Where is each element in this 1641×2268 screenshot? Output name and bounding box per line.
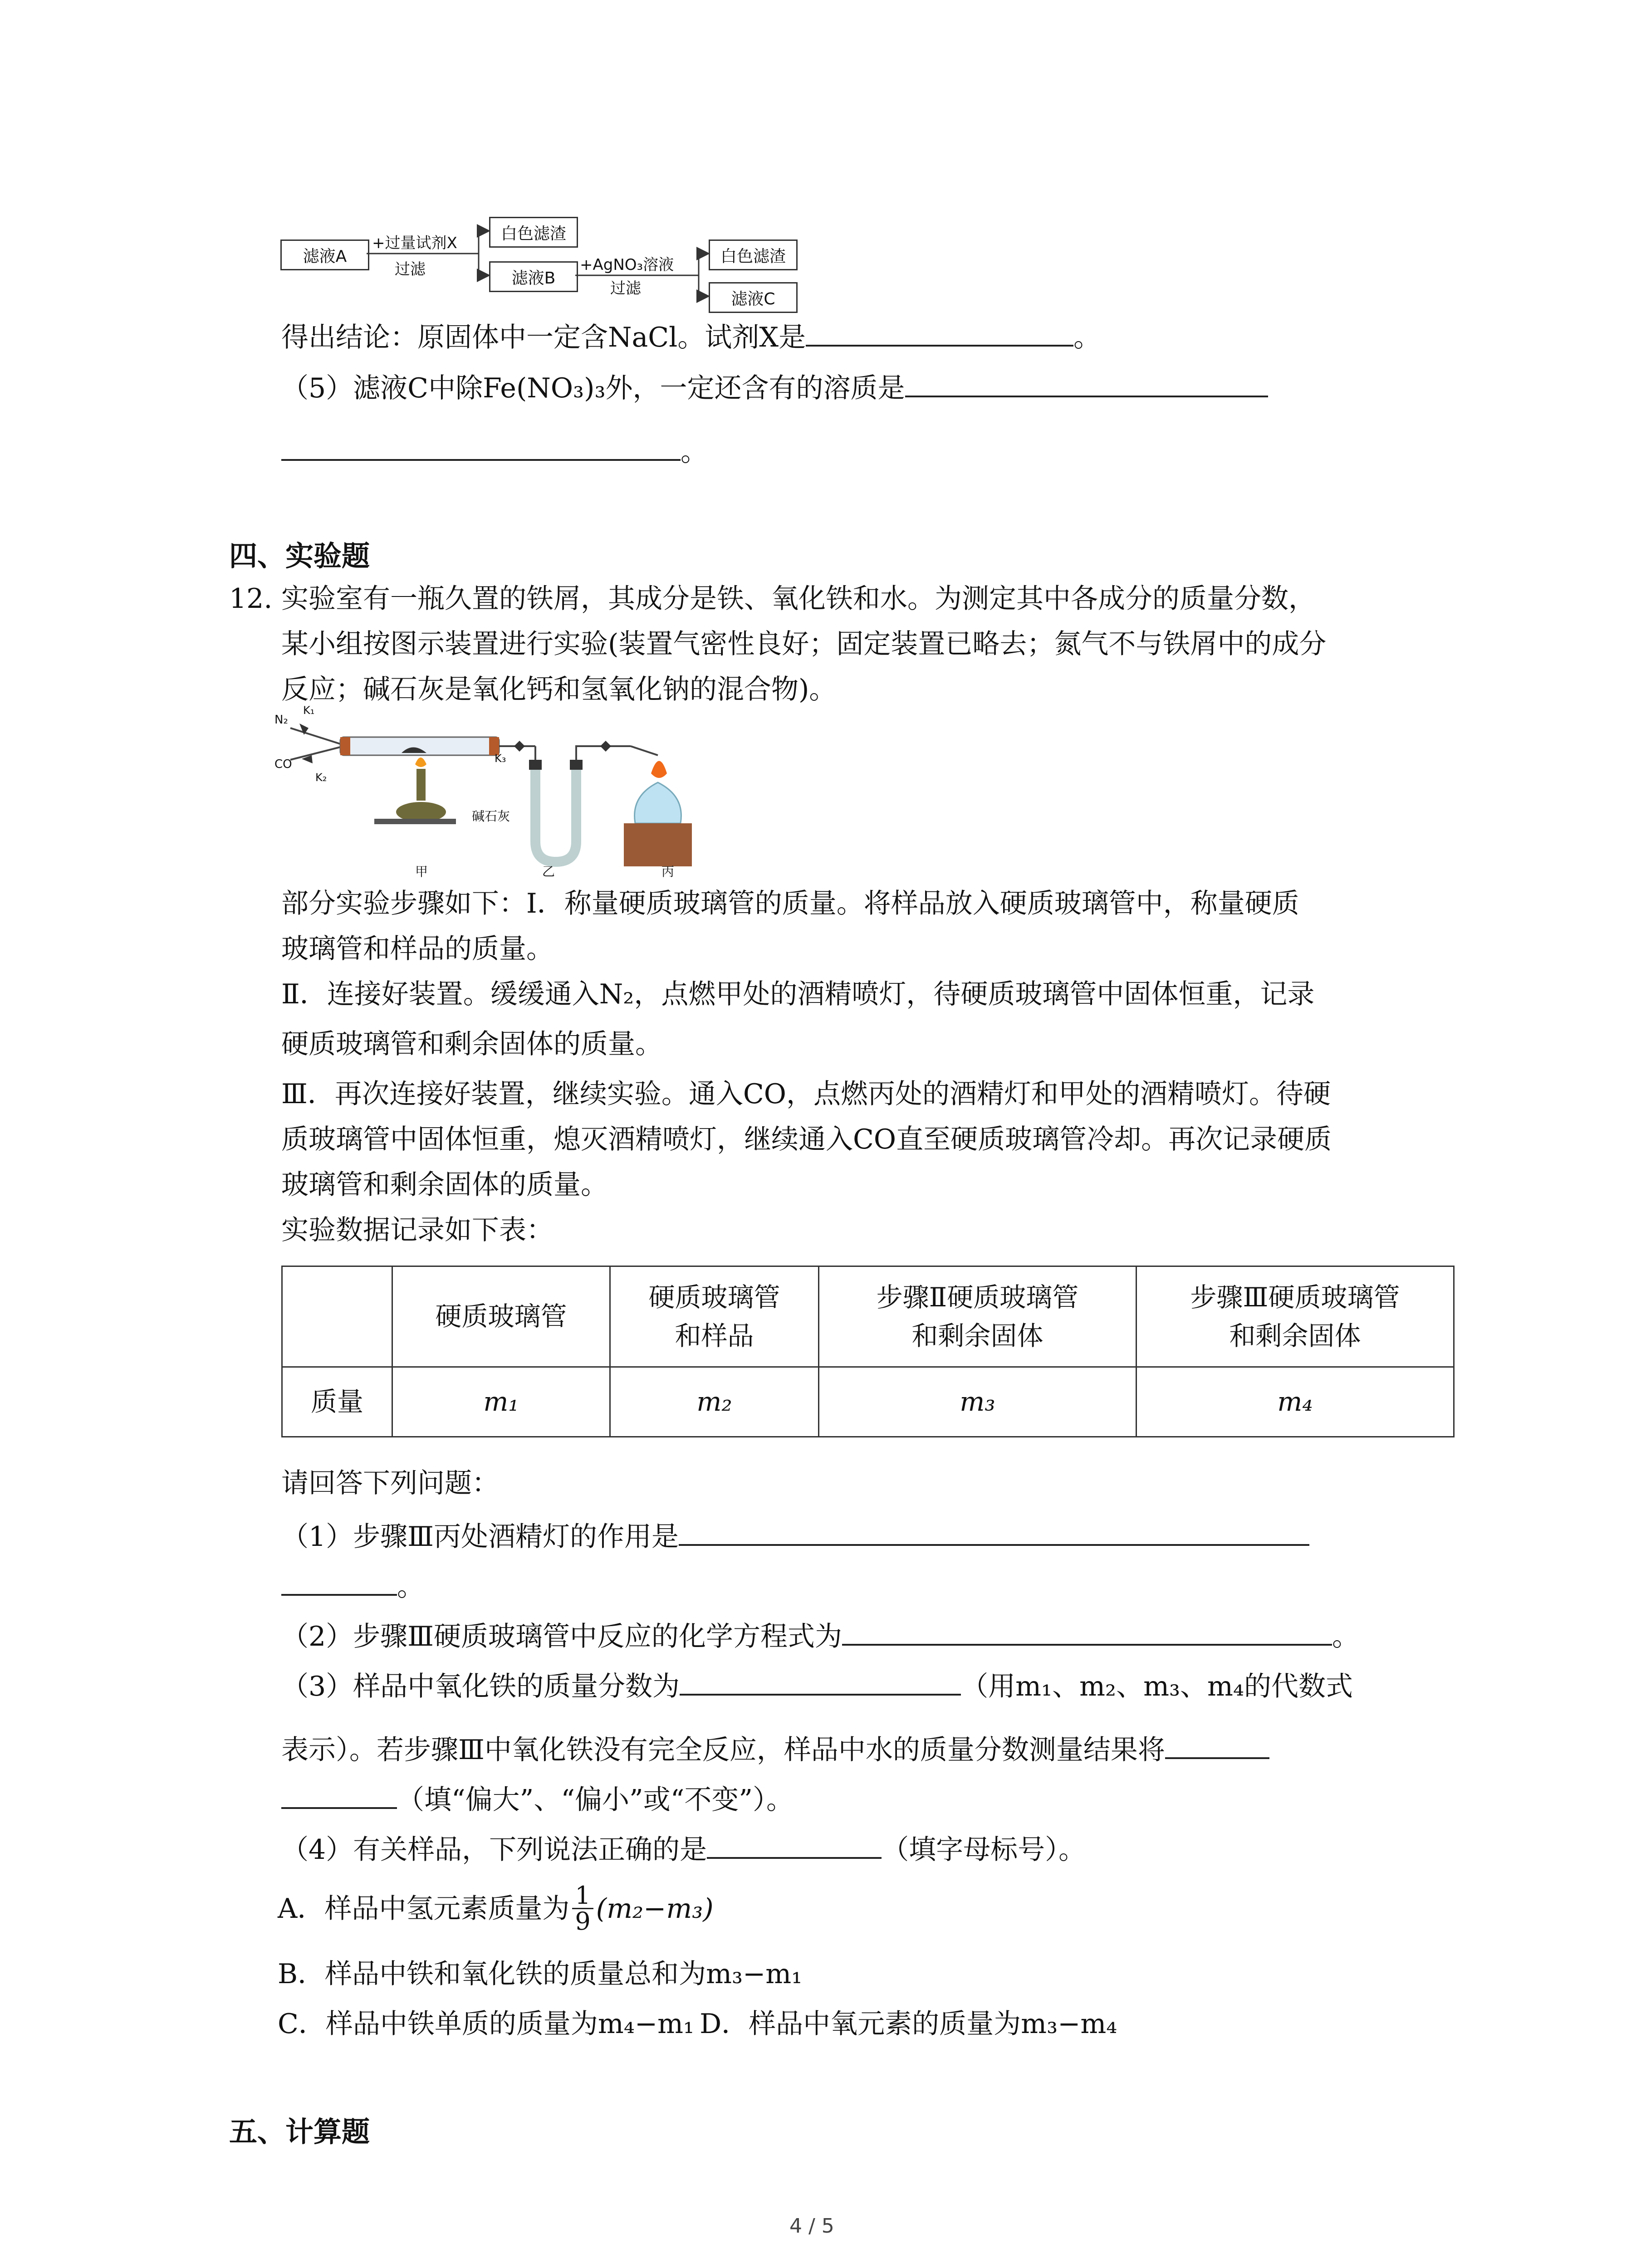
flow-step1-reagent: +过量试剂X <box>372 234 457 252</box>
valve-k3-icon <box>514 741 525 752</box>
table-header-cell <box>1136 1266 1454 1367</box>
table-header-cell <box>282 1266 392 1367</box>
flow-filtrate-b-label: 滤液B <box>511 269 556 288</box>
q5-line-2 <box>281 435 708 468</box>
section-4-title: 四、实验题 <box>229 539 370 572</box>
q1-end: 。 <box>397 1571 424 1603</box>
table-cell: m₁ <box>392 1367 610 1437</box>
table-cell: m₄ <box>1136 1367 1454 1437</box>
table-cell: m₃ <box>819 1367 1136 1437</box>
answer-blank-q5-a[interactable] <box>905 372 1268 397</box>
u-tube <box>535 769 576 862</box>
fraction-numerator: 1 <box>572 1883 593 1909</box>
data-table <box>281 1266 1455 1437</box>
label-soda-lime: 碱石灰 <box>472 809 510 824</box>
table-header-cell <box>392 1266 610 1367</box>
header-line: 步骤Ⅲ硬质玻璃管 <box>1190 1282 1400 1313</box>
valve-k1-icon <box>290 723 340 744</box>
q3-text-c: 表示）。若步骤Ⅲ中氧化铁没有完全反应，样品中水的质量分数测量结果将 <box>281 1734 1165 1766</box>
conclusion-line <box>281 321 1101 351</box>
pipe-2 <box>535 746 631 760</box>
alcohol-lamp-icon <box>624 746 692 866</box>
apparatus-drawing <box>272 705 726 896</box>
step-1-line-a: 部分实验步骤如下：Ⅰ．称量硬质玻璃管的质量。将样品放入硬质玻璃管中，称量硬质 <box>281 888 1299 919</box>
questions-intro: 请回答下列问题： <box>281 1467 499 1499</box>
q2-end: 。 <box>1332 1621 1360 1652</box>
q3-line <box>281 1670 1353 1700</box>
option-a-expression: (m₂−m₃) <box>596 1892 714 1925</box>
answer-blank-q3-c[interactable] <box>281 1784 397 1809</box>
option-d: D．样品中氧元素的质量为m₃−m₄ <box>700 2008 1117 2040</box>
table-header-cell <box>819 1266 1136 1367</box>
q3-text-d: （填“偏大”、“偏小”或“不变”）。 <box>397 1784 794 1816</box>
q1-line <box>281 1520 1309 1553</box>
q3-line-2 <box>281 1734 1269 1764</box>
answer-blank-q3-b[interactable] <box>1165 1734 1269 1759</box>
conclusion-end: 。 <box>1073 322 1101 353</box>
answer-blank-q5-b[interactable] <box>281 435 681 461</box>
flow-step2-action: 过滤 <box>610 279 641 298</box>
q3-text-b: （用m₁、m₂、m₃、m₄的代数式 <box>961 1671 1353 1702</box>
label-yi: 乙 <box>542 864 555 879</box>
q5-end: 。 <box>681 436 708 468</box>
blast-lamp-icon <box>374 758 456 824</box>
option-a <box>278 1883 714 1934</box>
step-3-line-a: Ⅲ．再次连接好装置，继续实验。通入CO，点燃丙处的酒精灯和甲处的酒精喷灯。待硬 <box>281 1078 1331 1110</box>
answer-blank-q1-b[interactable] <box>281 1570 397 1596</box>
q5-text: （5）滤液C中除Fe(NO₃)₃外，一定还含有的溶质是 <box>281 372 905 404</box>
q4-end: （填字母标号）。 <box>882 1834 1086 1866</box>
option-c-d-line <box>278 2010 1117 2038</box>
flow-step1-action: 过滤 <box>395 260 426 279</box>
q4-line <box>281 1833 1086 1866</box>
flow-white-residue-1-label: 白色滤渣 <box>500 224 566 243</box>
step-2-line-b: 硬质玻璃管和剩余固体的质量。 <box>281 1028 662 1060</box>
q1-text: （1）步骤Ⅲ丙处酒精灯的作用是 <box>281 1521 679 1553</box>
conclusion-text: 得出结论：原固体中一定含NaCl。试剂X是 <box>281 322 806 353</box>
header-line: 和剩余固体 <box>911 1320 1043 1351</box>
section-5-title: 五、计算题 <box>229 2115 370 2148</box>
flow-filtrate-a-label: 滤液A <box>303 247 347 266</box>
step-3-line-b: 质玻璃管中固体恒重，熄灭酒精喷灯，继续通入CO直至硬质玻璃管冷却。再次记录硬质 <box>281 1124 1332 1155</box>
q5-line <box>281 372 1268 402</box>
label-co: CO <box>274 758 292 771</box>
q2-text: （2）步骤Ⅲ硬质玻璃管中反应的化学方程式为 <box>281 1621 843 1652</box>
option-a-text: A．样品中氢元素质量为 <box>278 1892 570 1925</box>
q12-line-3: 反应；碱石灰是氧化钙和氢氧化钠的混合物)。 <box>281 674 837 705</box>
flow-step2-reagent: +AgNO₃溶液 <box>580 256 674 274</box>
q3-line-3 <box>281 1784 794 1816</box>
table-row-label: 质量 <box>282 1367 392 1437</box>
valve-k2-icon <box>290 747 340 763</box>
pipe-clip-icon <box>600 741 611 752</box>
table-cell: m₂ <box>610 1367 819 1437</box>
flow-white-residue-2-label: 白色滤渣 <box>720 247 786 266</box>
flow-arrows <box>0 0 817 327</box>
q12-number: 12. <box>229 583 273 615</box>
flow-filtrate-c-label: 滤液C <box>731 289 775 308</box>
label-jia: 甲 <box>415 864 428 879</box>
header-line: 和剩余固体 <box>1229 1320 1361 1351</box>
answer-blank-q2[interactable] <box>842 1620 1332 1646</box>
label-k2: K₂ <box>315 771 327 784</box>
header-line: 硬质玻璃管 <box>648 1282 780 1313</box>
table-row <box>282 1367 1454 1437</box>
step-3-line-c: 玻璃管和剩余固体的质量。 <box>281 1169 608 1201</box>
q2-line <box>281 1620 1359 1650</box>
step-1-line-b: 玻璃管和样品的质量。 <box>281 933 554 965</box>
header-line: 和样品 <box>675 1320 754 1351</box>
q3-text-a: （3）样品中氧化铁的质量分数为 <box>281 1671 680 1702</box>
label-k3: K₃ <box>495 752 506 765</box>
u-tube-stopper-right <box>570 760 583 770</box>
header-line: 步骤Ⅱ硬质玻璃管 <box>876 1282 1079 1313</box>
answer-blank-q4[interactable] <box>707 1833 882 1859</box>
fraction-one-ninth <box>572 1883 593 1934</box>
q1-line-2 <box>281 1570 424 1603</box>
page-number: 4 / 5 <box>789 2214 834 2238</box>
label-bing: 丙 <box>661 864 675 879</box>
header-line: 硬质玻璃管 <box>435 1301 567 1332</box>
answer-blank-q3-a[interactable] <box>680 1670 961 1696</box>
table-header-cell <box>610 1266 819 1367</box>
step-2-line-a: Ⅱ．连接好装置。缓缓通入N₂，点燃甲处的酒精喷灯，待硬质玻璃管中固体恒重，记录 <box>281 978 1315 1010</box>
q12-line-2: 某小组按图示装置进行实验(装置气密性良好；固定装置已略去；氮气不与铁屑中的成分 <box>281 628 1327 660</box>
label-n2: N₂ <box>274 713 288 727</box>
q4-text: （4）有关样品，下列说法正确的是 <box>281 1834 707 1866</box>
answer-blank-reagent-x[interactable] <box>806 321 1073 347</box>
table-intro: 实验数据记录如下表： <box>281 1214 554 1246</box>
q12-line-1: 实验室有一瓶久置的铁屑，其成分是铁、氧化铁和水。为测定其中各成分的质量分数， <box>281 583 1316 615</box>
table-header-row <box>282 1266 1454 1367</box>
label-k1: K₁ <box>303 704 315 717</box>
tube-stopper-left <box>340 737 350 755</box>
answer-blank-q1-a[interactable] <box>679 1520 1309 1546</box>
u-tube-stopper-left <box>529 760 542 770</box>
option-b: B．样品中铁和氧化铁的质量总和为m₃−m₁ <box>278 1958 803 1990</box>
fraction-denominator: 9 <box>575 1907 591 1936</box>
option-c: C．样品中铁单质的质量为m₄−m₁ <box>278 2008 695 2040</box>
